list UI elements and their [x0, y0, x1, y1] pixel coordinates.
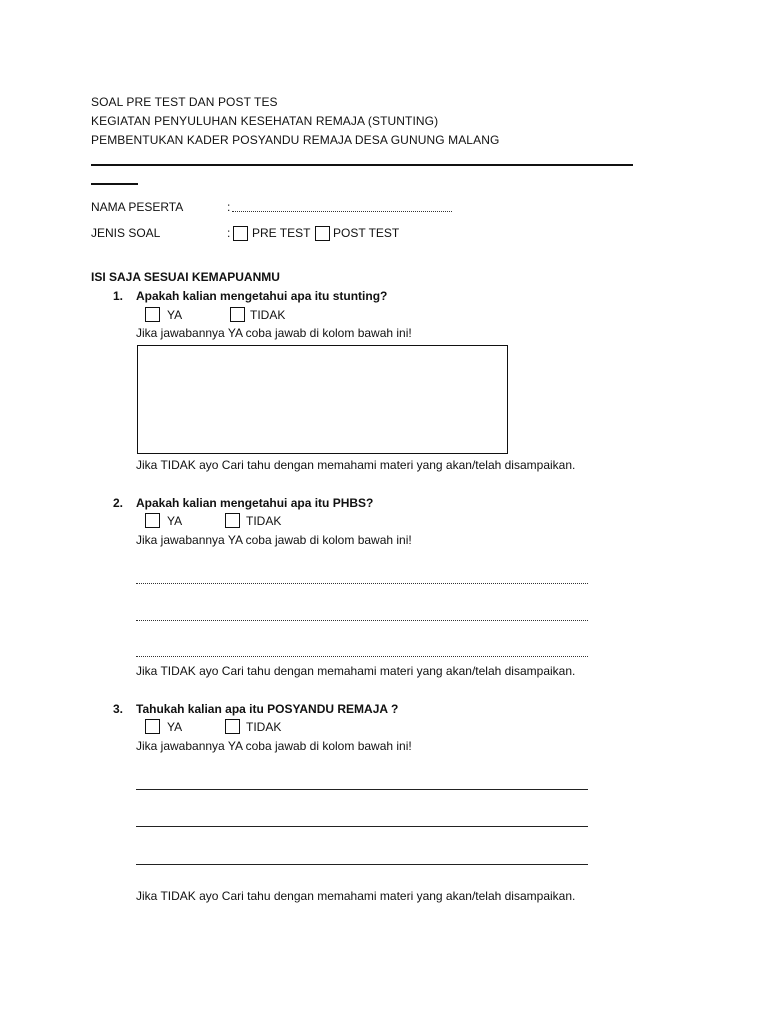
q1-yes-label: YA: [167, 308, 183, 322]
q1-no-label: TIDAK: [250, 308, 286, 322]
q3-no-checkbox[interactable]: [225, 719, 240, 734]
q2-if-yes: Jika jawabannya YA coba jawab di kolom bawah ini!: [136, 533, 412, 547]
instruction-heading: ISI SAJA SESUAI KEMAPUANMU: [91, 270, 280, 284]
q3-answer-line[interactable]: [136, 864, 588, 865]
short-divider: [91, 183, 138, 185]
question-1-text: Apakah kalian mengetahui apa itu stunting?: [136, 289, 388, 303]
post-test-checkbox[interactable]: [315, 226, 330, 241]
name-colon: :: [227, 200, 231, 214]
q1-yes-checkbox[interactable]: [145, 307, 160, 322]
pre-test-checkbox[interactable]: [233, 226, 248, 241]
q1-no-checkbox[interactable]: [230, 307, 245, 322]
q2-if-no: Jika TIDAK ayo Cari tahu dengan memahami materi yang akan/telah disampaikan.: [136, 664, 576, 678]
q1-if-yes: Jika jawabannya YA coba jawab di kolom bawah ini!: [136, 326, 412, 340]
header-line-1: SOAL PRE TEST DAN POST TES: [91, 95, 278, 109]
q3-answer-line[interactable]: [136, 789, 588, 790]
post-test-label: POST TEST: [333, 226, 400, 240]
name-input-line[interactable]: [232, 211, 452, 212]
q2-answer-line[interactable]: [136, 656, 588, 657]
question-3-number: 3.: [113, 702, 124, 716]
question-1-number: 1.: [113, 289, 124, 303]
header-line-3: PEMBENTUKAN KADER POSYANDU REMAJA DESA GUNUNG MALANG: [91, 133, 500, 147]
name-label: NAMA PESERTA: [91, 200, 184, 214]
q2-yes-label: YA: [167, 514, 183, 528]
q2-answer-line[interactable]: [136, 583, 588, 584]
pre-test-label: PRE TEST: [252, 226, 311, 240]
type-label: JENIS SOAL: [91, 226, 161, 240]
q3-no-label: TIDAK: [246, 720, 282, 734]
q2-answer-line[interactable]: [136, 620, 588, 621]
q3-yes-label: YA: [167, 720, 183, 734]
q3-answer-line[interactable]: [136, 826, 588, 827]
question-2-number: 2.: [113, 496, 124, 510]
q2-no-label: TIDAK: [246, 514, 282, 528]
header-divider: [91, 164, 633, 166]
q3-if-yes: Jika jawabannya YA coba jawab di kolom bawah ini!: [136, 739, 412, 753]
question-2-text: Apakah kalian mengetahui apa itu PHBS?: [136, 496, 374, 510]
q2-no-checkbox[interactable]: [225, 513, 240, 528]
question-3-text: Tahukah kalian apa itu POSYANDU REMAJA ?: [136, 702, 399, 716]
q3-if-no: Jika TIDAK ayo Cari tahu dengan memahami materi yang akan/telah disampaikan.: [136, 889, 576, 903]
type-colon: :: [227, 226, 231, 240]
q1-if-no: Jika TIDAK ayo Cari tahu dengan memahami materi yang akan/telah disampaikan.: [136, 458, 576, 472]
q1-answer-box[interactable]: [137, 345, 508, 454]
q2-yes-checkbox[interactable]: [145, 513, 160, 528]
q3-yes-checkbox[interactable]: [145, 719, 160, 734]
header-line-2: KEGIATAN PENYULUHAN KESEHATAN REMAJA (STUNTING): [91, 114, 439, 128]
